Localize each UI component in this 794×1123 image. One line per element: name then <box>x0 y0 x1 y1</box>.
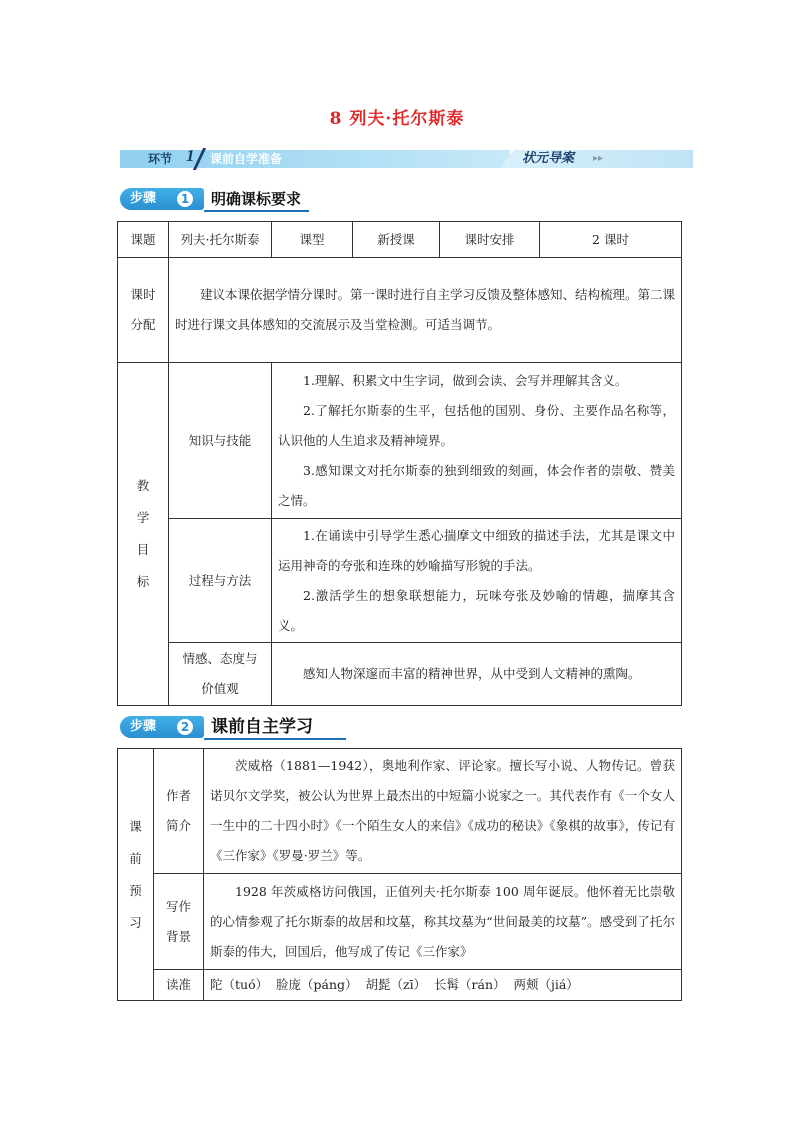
background-label-line-2: 背景 <box>165 928 191 944</box>
topic-value: 列夫·托尔斯泰 <box>169 222 272 258</box>
preview-side-label <box>118 749 154 1001</box>
list-item: 1.理解、积累文中生字词，做到会读、会写并理解其含义。 <box>303 372 628 388</box>
table-row <box>118 643 682 706</box>
author-label-line-2: 简介 <box>165 818 191 833</box>
author-text: 茨威格（1881—1942），奥地利作家、评论家。擅长写小说、人物传记。曾获诺贝尔文学奖，被公认为世界上最杰出的中短篇小说家之一。其代表作有《一个女人一生中的二十四小时》《一个陌生女人的来信》《成功的秘诀》《象棋的故事》，传记有《三作家》《罗曼·罗兰》等。 <box>204 749 682 874</box>
list-item: 2.了解托尔斯泰的生平，包括他的国别、身份、主要作品名称等，认识他的人生追求及精神境界。 <box>278 402 675 448</box>
knowledge-label: 知识与技能 <box>169 363 272 519</box>
table-row <box>118 970 682 1001</box>
emotion-text: 感知人物深邃而丰富的精神世界，从中受到人文精神的熏陶。 <box>272 643 682 706</box>
side-char: 课 <box>129 818 142 834</box>
step-1-heading <box>120 188 310 210</box>
curriculum-table <box>117 221 682 706</box>
side-char: 预 <box>129 882 142 898</box>
table-row <box>118 363 682 519</box>
step-1-underline <box>204 210 309 212</box>
reading-text: 陀（tuó） 脸庞（páng） 胡髭（zī） 长髯（rán） 两颊（jiá） <box>204 970 682 1001</box>
step-1-title: 明确课标要求 <box>211 190 302 208</box>
table-row <box>118 519 682 643</box>
step-2-number: 2 <box>177 719 193 735</box>
table-row <box>118 222 682 258</box>
hours-value: 2 课时 <box>540 222 682 258</box>
list-item: 1.在诵读中引导学生悉心揣摩文中细致的描述手法，尤其是课文中运用神奇的夸张和连珠的妙喻描写形貌的手法。 <box>278 527 675 573</box>
allocation-label <box>118 258 169 363</box>
side-char: 前 <box>129 850 142 866</box>
page-title: 8 列夫·托尔斯泰 <box>329 109 465 129</box>
table-row <box>118 749 682 874</box>
double-arrow-icon: ▸▸ <box>593 153 604 164</box>
hours-label: 课时安排 <box>440 222 540 258</box>
table-row <box>118 258 682 363</box>
step-2-badge: 步骤 <box>120 716 204 738</box>
goals-char: 学 <box>136 510 150 525</box>
banner-bar-left <box>120 150 510 168</box>
goals-char: 标 <box>136 574 150 589</box>
step-2-heading <box>120 716 350 738</box>
lesson-type-label: 课型 <box>272 222 353 258</box>
emotion-label-line-2: 价值观 <box>201 681 239 696</box>
emotion-label <box>169 643 272 706</box>
banner-brand: 状元导案 <box>522 151 575 166</box>
banner-huanjie-label: 环节 <box>148 152 173 166</box>
goals-char: 目 <box>136 542 150 557</box>
background-text: 1928 年茨威格访问俄国，正值列夫·托尔斯泰 100 周年诞辰。他怀着无比崇敬的心情参观了托尔斯泰的故居和坟墓，称其坟墓为“世间最美的坟墓”。感受到了托尔斯泰的伟大，回国后，他写成了传记《三作家》 <box>204 874 682 970</box>
knowledge-items <box>272 363 682 519</box>
emotion-label-line-1: 情感、态度与 <box>182 651 258 666</box>
lesson-type-value: 新授课 <box>353 222 440 258</box>
allocation-label-line-1: 课时 <box>130 287 156 302</box>
teaching-goals-label <box>118 363 169 706</box>
author-label <box>154 749 204 874</box>
goals-char: 教 <box>136 478 150 493</box>
process-items <box>272 519 682 643</box>
step-1-number: 1 <box>177 191 193 207</box>
banner-number: 1 <box>186 146 195 165</box>
table-row <box>118 874 682 970</box>
topic-label: 课题 <box>118 222 169 258</box>
reading-label: 读准 <box>154 970 204 1001</box>
step-1-badge: 步骤 <box>120 188 204 210</box>
background-label <box>154 874 204 970</box>
process-label: 过程与方法 <box>169 519 272 643</box>
background-label-line-1: 写作 <box>165 898 191 914</box>
author-label-line-1: 作者 <box>165 788 191 803</box>
step-2-underline <box>204 738 346 740</box>
list-item: 3.感知课文对托尔斯泰的独到细致的刻画，体会作者的崇敬、赞美之情。 <box>278 462 675 508</box>
section-banner <box>120 146 693 168</box>
step-2-title: 课前自主学习 <box>211 717 313 737</box>
allocation-text: 建议本课依据学情分课时。第一课时进行自主学习反馈及整体感知、结构梳理。第二课时进行课文具体感知的交流展示及当堂检测。可适当调节。 <box>169 258 682 363</box>
banner-section-name: 课前自学准备 <box>210 152 283 166</box>
list-item: 2.激活学生的想象联想能力，玩味夸张及妙喻的情趣，揣摩其含义。 <box>278 587 675 633</box>
preview-table <box>117 748 682 1001</box>
side-char: 习 <box>129 914 142 930</box>
allocation-label-line-2: 分配 <box>130 317 156 332</box>
